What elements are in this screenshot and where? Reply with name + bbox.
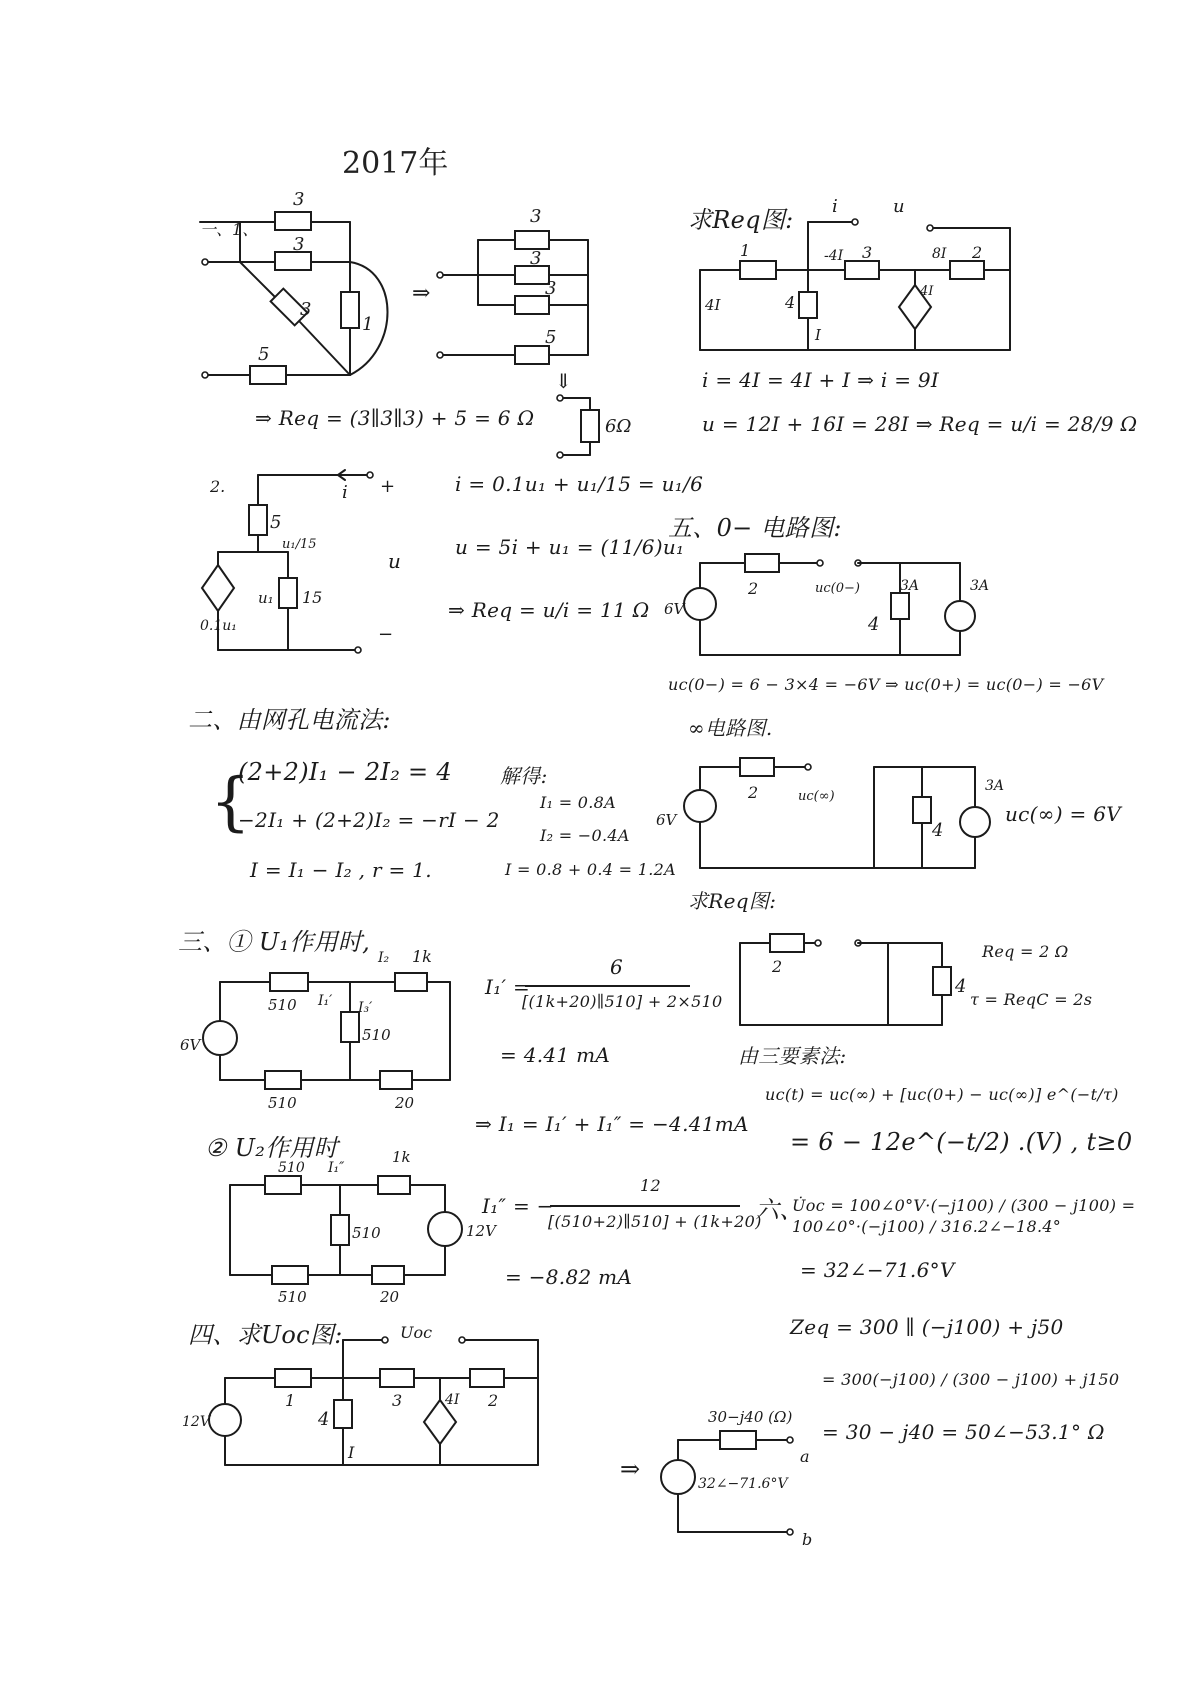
c3-v6: 6V: [180, 1036, 201, 1054]
c3-i2: I₂: [378, 950, 390, 966]
c4r-i: i: [832, 196, 838, 217]
c5i-r2: 2: [748, 783, 759, 802]
s1b-eq3: ⇒ Req = u/i = 11 Ω: [448, 598, 650, 622]
c1-r-mid: 3: [293, 234, 305, 255]
s6-label: 六、: [755, 1196, 804, 1224]
c1-r-diag: 3: [300, 299, 312, 320]
s3-i1pp-num: 12: [640, 1176, 661, 1195]
c4-r3: 3: [392, 1391, 403, 1410]
c5i-a3: 3A: [985, 778, 1005, 794]
c4-i: I: [348, 1443, 355, 1462]
s4-heading: 四、求Uoc图:: [188, 1321, 343, 1349]
c6-a: a: [800, 1447, 810, 1466]
c4-v12: 12V: [182, 1414, 210, 1430]
c5-r4: 4: [868, 614, 880, 635]
s2-eq1: (2+2)I₁ − 2I₂ = 4: [238, 758, 452, 786]
s3-i1pp-lhs: I₁″ = −: [482, 1194, 554, 1218]
c2-label: 2.: [210, 477, 226, 496]
c4-r1: 1: [285, 1391, 296, 1410]
s6-uoc-eq: U̇oc = 100∠0°V·(−j100) / (300 − j100) = 100∠0°·(−j100) / 316.2∠−18.4°: [792, 1196, 1136, 1236]
circuit-5-zero-minus: [664, 554, 989, 655]
c3b-i1pp: I₁″: [328, 1160, 345, 1176]
eq-r-top: 3: [530, 206, 542, 227]
c3b-r510d: 510: [278, 1160, 305, 1176]
circuit-2: [200, 470, 401, 653]
c2-u: u: [388, 549, 401, 573]
c3b-r20: 20: [380, 1288, 400, 1306]
s3-i1p-val: = 4.41 mA: [500, 1043, 611, 1067]
c4r-r2: 2: [972, 243, 983, 262]
s3-frac2-bar: [550, 1205, 740, 1207]
c2-u1: u₁: [258, 589, 274, 607]
circuit-3-u1: [180, 947, 450, 1112]
s3-i1pp-den: [(510+2)∥510] + (1k+20): [548, 1212, 762, 1231]
s6-zeq2: = 300(−j100) / (300 − j100) + j150: [822, 1370, 1120, 1389]
s3-i1p-num: 6: [610, 955, 624, 979]
c3-r510c: 510: [268, 1094, 297, 1112]
c5-v6: 6V: [664, 600, 685, 618]
c2-i: i: [342, 482, 348, 503]
c3-r1k: 1k: [412, 947, 432, 966]
c5i-ucinf: uc(∞): [798, 789, 835, 804]
c5-a3: 3A: [900, 578, 920, 594]
c3-r510a: 510: [268, 996, 297, 1014]
c3-r20: 20: [395, 1094, 415, 1112]
c6-b: b: [802, 1530, 813, 1549]
s5-eq0: uc(0−) = 6 − 3×4 = −6V ⇒ uc(0+) = uc(0−) = −6V: [668, 675, 1104, 694]
s6-zeq3: = 30 − j40 = 50∠−53.1° Ω: [822, 1420, 1105, 1444]
c4r-neg4i: -4I: [824, 248, 844, 264]
s5-req: Req = 2 Ω: [982, 942, 1069, 961]
c6-z: 30−j40 (Ω): [708, 1408, 793, 1426]
c5r-r2: 2: [772, 957, 783, 976]
s2-eq2: −2I₁ + (2+2)I₂ = −rI − 2: [238, 808, 500, 832]
c2-r5: 5: [270, 512, 282, 533]
s2-solve: 解得:: [500, 764, 548, 788]
circuit-1-original: [200, 189, 388, 384]
c3-i3p: I₃′: [358, 1000, 373, 1016]
c2-dep: 0.1u₁: [200, 618, 237, 634]
c1-r-bot: 5: [258, 344, 270, 365]
svg-text:⇓: ⇓: [555, 369, 572, 393]
eq-final-r: 6Ω: [605, 416, 632, 437]
s3-frac1-bar: [525, 985, 690, 987]
s3-heading2: ② U₂作用时: [205, 1134, 339, 1162]
s4r-heading: 求Req图:: [688, 206, 794, 234]
c4r-8i: 8I: [932, 246, 947, 262]
circuit-5-req: [740, 934, 966, 1025]
c2-u1-over-15: u₁/15: [282, 537, 317, 552]
s3-sum: ⇒ I₁ = I₁′ + I₁″ = −4.41mA: [475, 1112, 749, 1136]
c4r-u: u: [893, 196, 905, 217]
c1-r-right: 1: [362, 314, 374, 335]
c1-label: 一、1、: [200, 220, 259, 239]
s3-i1p-den: [(1k+20)∥510] + 2×510: [522, 992, 723, 1011]
c5-a3b: 3A: [970, 578, 990, 594]
s2-i2: I₂ = −0.4A: [540, 826, 630, 845]
s3-i1pp-val: = −8.82 mA: [505, 1265, 633, 1289]
c4r-r1: 1: [740, 241, 751, 260]
s4r-eq2: u = 12I + 16I = 28I ⇒ Req = u/i = 28/9 Ω: [702, 412, 1138, 436]
c5-r2: 2: [748, 579, 759, 598]
c2-plus: +: [380, 476, 396, 497]
page-title: 2017年: [342, 146, 449, 181]
s5-ucinf-val: uc(∞) = 6V: [1005, 802, 1121, 826]
circuit-6-thevenin: [661, 1408, 812, 1549]
s6-arrow: ⇒: [620, 1455, 641, 1483]
s3-i1p-lhs: I₁′ =: [485, 975, 531, 999]
c4-r2: 2: [488, 1391, 499, 1410]
c4-r4: 4: [318, 1409, 330, 1430]
s5-result: = 6 − 12e^(−t/2) .(V) , t≥0: [790, 1128, 1133, 1156]
s5-heading-inf: ∞电路图.: [688, 716, 773, 740]
svg-text:⇒: ⇒: [412, 281, 431, 306]
c4r-r3: 3: [862, 243, 873, 262]
c4r-cur-i: I: [815, 326, 821, 344]
c3-i1p: I₁′: [318, 993, 333, 1009]
c2-minus: −: [378, 624, 394, 645]
s6-zeq1: Zeq = 300 ∥ (−j100) + j50: [790, 1315, 1064, 1339]
s2-heading: 二、由网孔电流法:: [188, 706, 391, 734]
c4r-dep: 4I: [920, 284, 934, 299]
s1b-eq2: u = 5i + u₁ = (11/6)u₁: [455, 535, 685, 559]
c6-src: 32∠−71.6°V: [698, 1476, 788, 1492]
s2-brace: {: [210, 765, 252, 839]
c4r-r4: 4: [785, 293, 796, 312]
c3-r510b: 510: [362, 1026, 391, 1044]
s3-heading: 三、① U₁作用时,: [178, 928, 371, 956]
circuit-5-infinity: [656, 758, 1004, 868]
s5-heading-req: 求Req图:: [688, 889, 777, 913]
c5i-v6: 6V: [656, 811, 677, 829]
eq-r-low: 3: [545, 278, 557, 299]
c3b-r1k: 1k: [392, 1148, 411, 1166]
c5r-r4: 4: [955, 976, 967, 997]
eq-r-mid: 3: [530, 248, 542, 269]
s6-uoc-val: = 32∠−71.6°V: [800, 1258, 955, 1282]
s2-i: I = 0.8 + 0.4 = 1.2A: [505, 860, 676, 879]
c4-dep: 4I: [445, 1392, 460, 1408]
s1-req-line: ⇒ Req = (3∥3∥3) + 5 = 6 Ω: [255, 406, 535, 430]
c3b-v12: 12V: [466, 1222, 496, 1240]
s2-i1: I₁ = 0.8A: [540, 793, 617, 812]
s5-tau: τ = ReqC = 2s: [970, 990, 1093, 1009]
c4-uoc: Uoc: [400, 1323, 433, 1342]
s5-formula: uc(t) = uc(∞) + [uc(0+) − uc(∞)] e^(−t/τ): [765, 1085, 1119, 1104]
s5-heading0: 五、0− 电路图:: [668, 514, 842, 542]
c5-uc0: uc(0−): [815, 581, 860, 596]
s4r-eq1: i = 4I = 4I + I ⇒ i = 9I: [702, 368, 940, 392]
s2-eq3: I = I₁ − I₂ , r = 1.: [250, 858, 432, 882]
eq-r-bot: 5: [545, 327, 557, 348]
c3b-r510f: 510: [278, 1288, 307, 1306]
s1b-eq1: i = 0.1u₁ + u₁/15 = u₁/6: [455, 472, 704, 496]
circuit-3-u2: [230, 1148, 498, 1306]
s5-three: 由三要素法:: [738, 1044, 847, 1068]
c5i-r4: 4: [932, 820, 944, 841]
c4r-4i: 4I: [705, 296, 721, 314]
c2-r15: 15: [302, 588, 323, 607]
c3b-r510e: 510: [352, 1224, 381, 1242]
c1-r-top: 3: [293, 189, 305, 210]
